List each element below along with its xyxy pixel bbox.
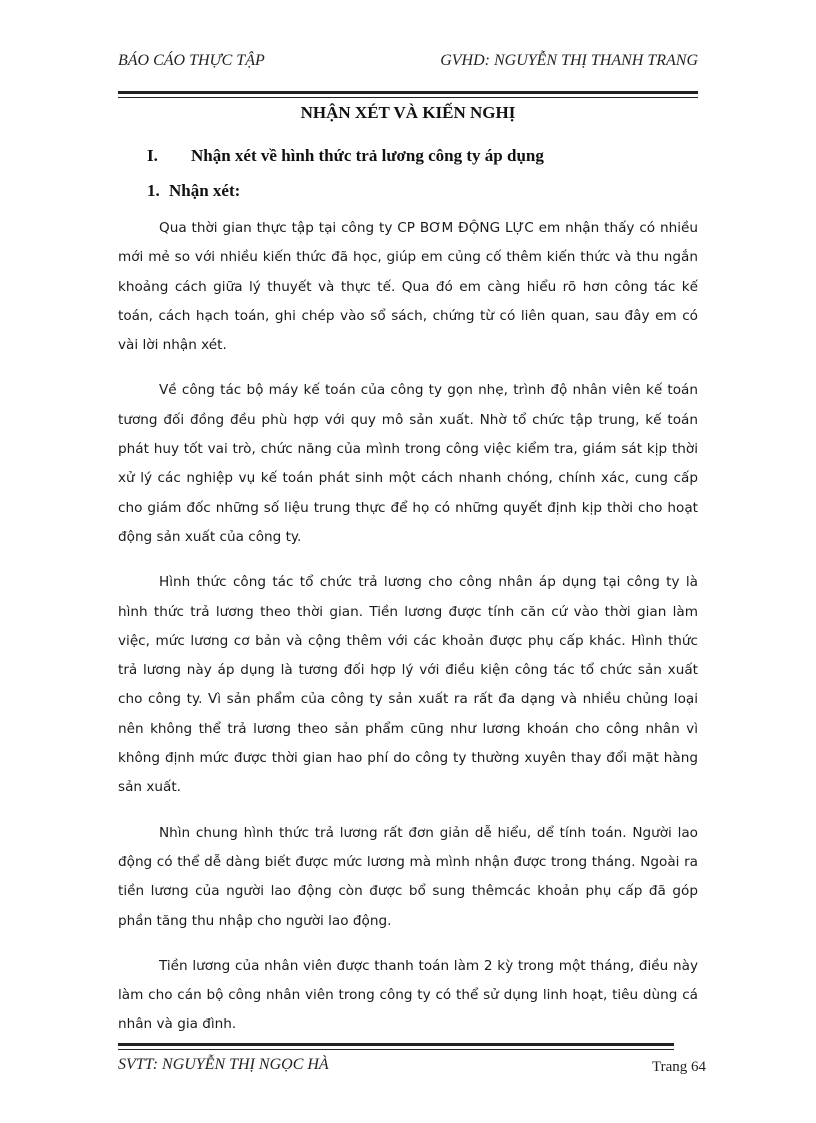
subsection-heading	[147, 181, 240, 201]
subsection-heading-text: Nhận xét:	[169, 181, 241, 200]
section-heading-text: Nhận xét về hình thức trả lương công ty áp dụng	[191, 146, 544, 165]
header-rule	[118, 91, 698, 94]
paragraph: Qua thời gian thực tập tại công ty CP BƠM ĐỘNG LỰC em nhận thấy có nhiều mới mẻ so với nhiều kiến thức đã học, giúp em củng cố thêm kiến thức và thu ngắn khoảng cách giữa lý thuyết và thực tế. Qua đó em càng hiểu rõ hơn công tác kế toán, cách hạch toán, ghi chép vào sổ sách, chứng từ có liên quan, sau đây em có vài lời nhận xét.	[118, 220, 698, 354]
footer-student: SVTT: NGUYỄN THỊ NGỌC HÀ	[118, 1056, 329, 1073]
footer-rule-thin	[118, 1049, 674, 1050]
page-title: NHẬN XÉT VÀ KIẾN NGHỊ	[300, 103, 516, 122]
section-number: I.	[147, 146, 158, 165]
footer-rule	[118, 1043, 674, 1046]
header-rule-thin	[118, 97, 698, 98]
paragraph: Tiền lương của nhân viên được thanh toán làm 2 kỳ trong một tháng, điều này làm cho cán bộ công nhân viên trong công ty có thể sử dụng linh hoạt, tiêu dùng cá nhân và gia đình.	[118, 957, 698, 1033]
header-supervisor: GVHD: NGUYỄN THỊ THANH TRANG	[440, 52, 698, 69]
paragraph: Nhìn chung hình thức trả lương rất đơn giản dễ hiểu, dể tính toán. Người lao động có thể dễ dàng biết được mức lương mà mình nhận được trong tháng. Ngoài ra tiền lương của người lao động còn được bổ sung thêmcác khoản phụ cấp đã góp phần tăng thu nhập cho người lao động.	[118, 824, 698, 929]
paragraph: Hình thức công tác tổ chức trả lương cho công nhân áp dụng tại công ty là hình thức trả lương theo thời gian. Tiền lương được tính căn cứ vào thời gian làm việc, mức lương cơ bản và cộng thêm với các khoản được phụ cấp khác. Hình thức trả lương này áp dụng là tương đối hợp lý với điều kiện công tác tổ chức sản xuất cho công ty. Vì sản phẩm của công ty sản xuất ra rất đa dạng và nhiều chủng loại nên không thể trả lương theo sản phẩm cũng như lương khoán cho công nhân vì không định mức được thời gian hao phí do công ty thường xuyên thay đổi mặt hàng sản xuất.	[118, 574, 698, 796]
page-number: Trang 64	[651, 1059, 706, 1075]
subsection-number: 1.	[147, 181, 160, 200]
header-report-title: BÁO CÁO THỰC TẬP	[118, 52, 265, 69]
body-text	[118, 214, 698, 1056]
paragraph: Về công tác bộ máy kế toán của công ty gọn nhẹ, trình độ nhân viên kế toán tương đối đồng đều phù hợp với quy mô sản xuất. Nhờ tổ chức tập trung, kế toán phát huy tốt vai trò, chức năng của mình trong công việc kiểm tra, giám sát kịp thời xử lý các nghiệp vụ kế toán phát sinh một cách nhanh chóng, chính xác, cung cấp cho giám đốc những số liệu trung thực để họ có những quyết định kịp thời cho hoạt động sản xuất của công ty.	[118, 382, 698, 545]
section-heading	[147, 146, 544, 166]
